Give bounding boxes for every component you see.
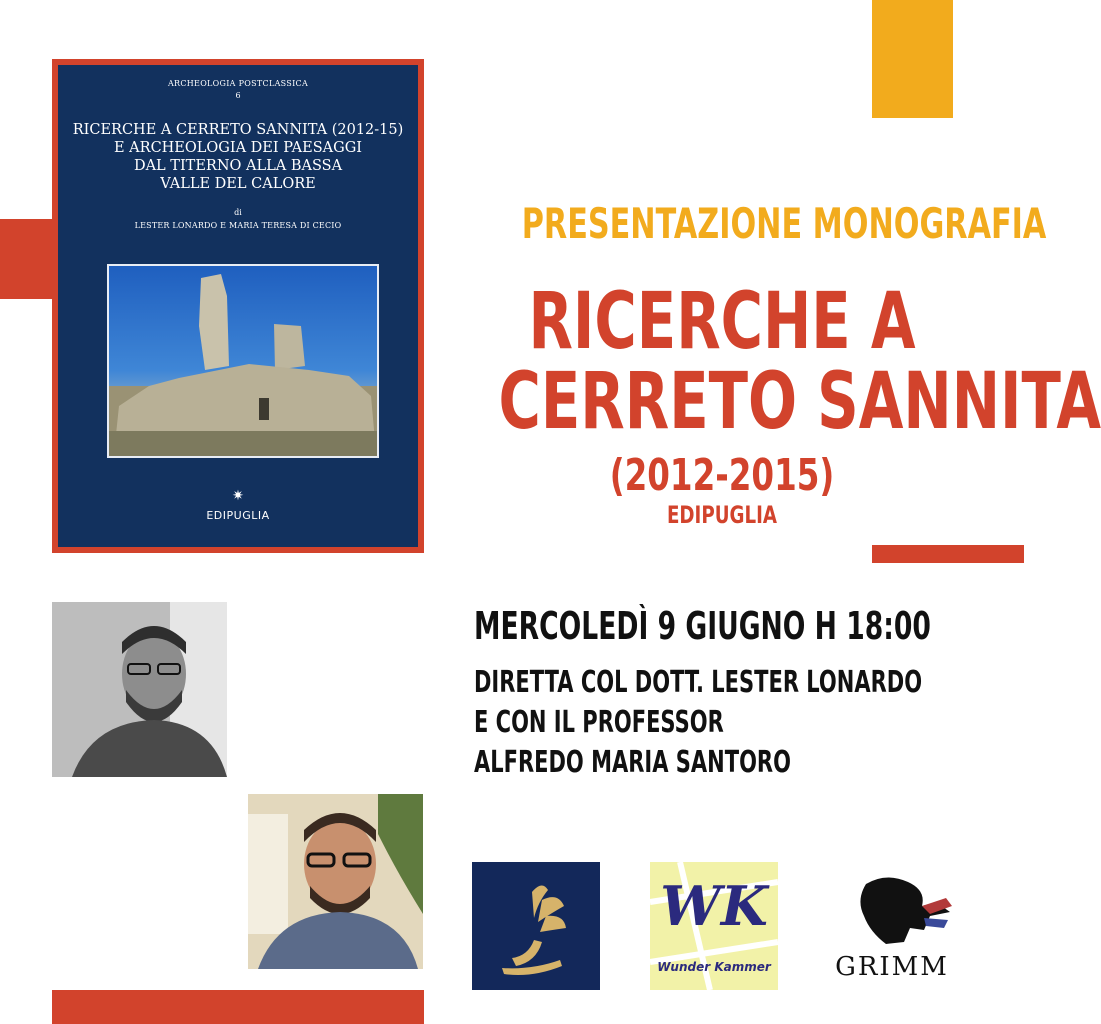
partner-logo-winged-foot bbox=[472, 862, 600, 990]
book-cover bbox=[52, 59, 424, 553]
speaker-photo-santoro bbox=[248, 794, 423, 969]
decor-red-bar-right bbox=[872, 545, 1024, 563]
main-title-line-2: CERRETO SANNITA bbox=[498, 357, 1101, 447]
castle-ruins-photo bbox=[107, 264, 379, 458]
wunderkammer-name: Wunder Kammer bbox=[657, 960, 771, 974]
event-line: DIRETTA COL DOTT. LESTER LONARDO bbox=[474, 665, 923, 700]
person-portrait-icon bbox=[248, 794, 423, 969]
book-authors: LESTER LONARDO E MARIA TERESA DI CECIO bbox=[134, 221, 342, 230]
book-cover-panel bbox=[58, 65, 418, 547]
kicker-heading: PRESENTAZIONE MONOGRAFIA bbox=[521, 199, 1047, 248]
event-line: E CON IL PROFESSOR bbox=[474, 705, 724, 740]
partner-logo-wunderkammer bbox=[650, 862, 778, 990]
book-title-line: RICERCHE A CERRETO SANNITA (2012-15) bbox=[72, 122, 404, 138]
winged-sandal-icon bbox=[472, 862, 600, 990]
book-title bbox=[72, 121, 404, 193]
book-series-number: 6 bbox=[235, 91, 241, 100]
person-portrait-icon bbox=[52, 602, 227, 777]
event-date-time: MERCOLEDÌ 9 GIUGNO H 18:00 bbox=[474, 604, 931, 648]
partner-logo-grimm bbox=[826, 872, 958, 988]
book-title-line: E ARCHEOLOGIA DEI PAESAGGI bbox=[113, 140, 363, 156]
castle-ruins-illustration bbox=[109, 266, 377, 456]
event-line: ALFREDO MARIA SANTORO bbox=[474, 745, 791, 780]
speaker-photo-lonardo bbox=[52, 602, 227, 777]
decor-yellow-block bbox=[872, 0, 953, 118]
publisher-name: EDIPUGLIA bbox=[666, 501, 778, 529]
grimm-figure-icon bbox=[826, 872, 958, 952]
decor-red-block-left bbox=[0, 219, 56, 299]
title-years: (2012-2015) bbox=[609, 450, 835, 501]
decor-red-bar-bottom bbox=[52, 990, 424, 1024]
book-series: ARCHEOLOGIA POSTCLASSICA bbox=[167, 79, 309, 88]
main-title-line-1: RICERCHE A bbox=[528, 277, 916, 367]
book-title-line: DAL TITERNO ALLA BASSA bbox=[133, 158, 343, 174]
book-publisher: EDIPUGLIA bbox=[206, 509, 270, 522]
wunderkammer-monogram: WK bbox=[660, 874, 768, 938]
publisher-star-icon: ✷ bbox=[232, 488, 244, 504]
grimm-name: GRIMM bbox=[835, 952, 949, 982]
book-by: di bbox=[234, 208, 242, 217]
book-title-line: VALLE DEL CALORE bbox=[160, 176, 316, 192]
